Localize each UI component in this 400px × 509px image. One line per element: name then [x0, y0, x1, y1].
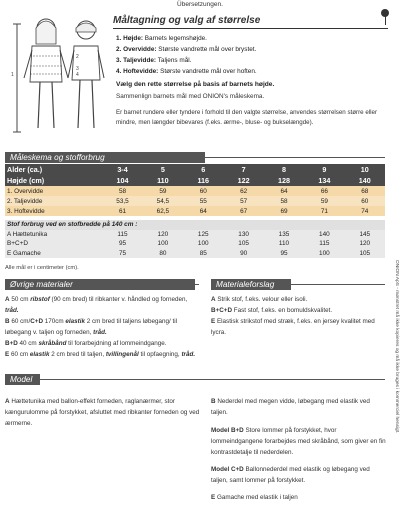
measure-item: 2. Overvidde: Største vandrette mål over brystet. — [116, 46, 257, 53]
divider — [195, 284, 199, 285]
model-paragraph: Model C+D Ballonnederdel med elastik og løbegang ved taljen, samt lommer på forstykket. — [211, 465, 370, 484]
size-table — [5, 164, 385, 216]
model-text-right — [211, 390, 386, 509]
other-materials-title: Øvrige materialer — [5, 279, 195, 290]
model-paragraph: E Gamache med elastik i taljen — [211, 494, 298, 502]
svg-text:3: 3 — [76, 66, 79, 72]
svg-text:4: 4 — [76, 72, 79, 78]
model-title: Model — [5, 374, 40, 385]
material-paragraph: B+D 40 cm skråbånd til forarbejdning af lommeindgange. — [5, 340, 167, 347]
measure-list — [116, 33, 391, 77]
table-header-row: Alder (ca.) 3-4 5 6 7 8 9 10 — [5, 164, 385, 175]
heading-stem — [385, 13, 386, 25]
fabric-header-row: Stof forbrug ved en stofbredde på 140 cm : — [5, 220, 385, 230]
model-paragraph: B Nederdel med megen vidde, løbegang med elastik ved taljen. — [211, 398, 370, 417]
model-paragraph: Model B+D Store lommer på forstykket, hvor lommeindgangene forarbejdes med skråbånd, som giver en fin kontrastdetalje til nederdelen. — [211, 426, 386, 456]
measure-item: 1. Højde: Barnets legemshøjde. — [116, 35, 207, 42]
material-paragraph: A 50 cm ribstof (90 cm bred) til ribkanter v. håndled og forneden, tråd. — [5, 296, 188, 314]
table-note: Alle mål er i centimeter (cm). — [5, 265, 79, 271]
compare-text: Sammenlign barnets mål med ONION's måleskema. — [116, 93, 265, 100]
fabric-table — [5, 220, 385, 258]
svg-text:1: 1 — [11, 72, 14, 78]
fabric-suggest-text — [211, 294, 386, 338]
fabric-paragraph: B+C+D Fast stof, f.eks. en bomuldskvalitet. — [211, 307, 333, 314]
divider — [113, 28, 388, 29]
table-row: B+C+D 95 100 100 105 110 115 120 — [5, 239, 385, 249]
divider — [291, 284, 385, 285]
divider — [40, 379, 385, 380]
table-row: E Gamache 75 80 85 90 95 100 105 — [5, 249, 385, 259]
fabric-paragraph: E Elastisk strikstof med stræk, f.eks. en jersey kvalitet med lycra. — [211, 318, 375, 336]
model-paragraph: A Hættetunika med ballon-effekt forneden, raglanærmer, stor kængurulomme på forstykket, afsluttet med ribkanter forneden og ved ærmerne. — [5, 398, 200, 428]
size-section-title: Måleskema og stofforbrug — [5, 152, 205, 163]
advice-text: Er barnet rundere eller tyndere i forhold til den valgte størrelse, anvendes størrelsen større eller mindre, men længder bibevares (f.eks. ærme-, bluse- og bukselængde). — [116, 109, 378, 126]
children-illustration — [10, 16, 110, 136]
other-materials-text — [5, 294, 200, 360]
measure-item: 3. Taljevidde: Taljens mål. — [116, 57, 192, 64]
choose-size-text: Vælg den rette størrelse på basis af barnets højde. — [116, 81, 275, 88]
copyright-vertical: ONION ApS - mønstret må ikke kopieres og må ikke bruges i kommerciel hensigt. — [394, 260, 399, 434]
measure-title: Måltagning og valg af størrelse — [113, 15, 261, 26]
divider — [205, 157, 385, 158]
top-note: Übersetzungen. — [177, 1, 223, 8]
table-row: 3. Hoftevidde 61 62,5 64 67 69 71 74 — [5, 206, 385, 216]
svg-text:2: 2 — [76, 54, 79, 60]
table-row: 2. Taljevidde 53,5 54,5 55 57 58 59 60 — [5, 196, 385, 206]
fabric-suggest-title: Materialeforslag — [211, 279, 291, 290]
measure-item: 4. Hoftevidde: Største vandrette mål over hoften. — [116, 68, 257, 75]
material-paragraph: E 60 cm elastik 2 cm bred til taljen, tvillingenål til opfaegning, tråd. — [5, 351, 196, 358]
table-row: A Hættetunika 115 120 125 130 135 140 145 — [5, 230, 385, 240]
model-text-left — [5, 390, 200, 436]
table-header-row: Højde (cm) 104 110 116 122 128 134 140 — [5, 175, 385, 186]
fabric-paragraph: A Strik stof, f.eks. velour eller isoli. — [211, 296, 308, 303]
table-row: 1. Overvidde 58 59 60 62 64 66 68 — [5, 186, 385, 196]
material-paragraph: B 60 cm/C+D 170cm elastik 2 cm bred til taljens løbegang/ til løbegang v. taljen og forneden, tråd. — [5, 318, 178, 336]
